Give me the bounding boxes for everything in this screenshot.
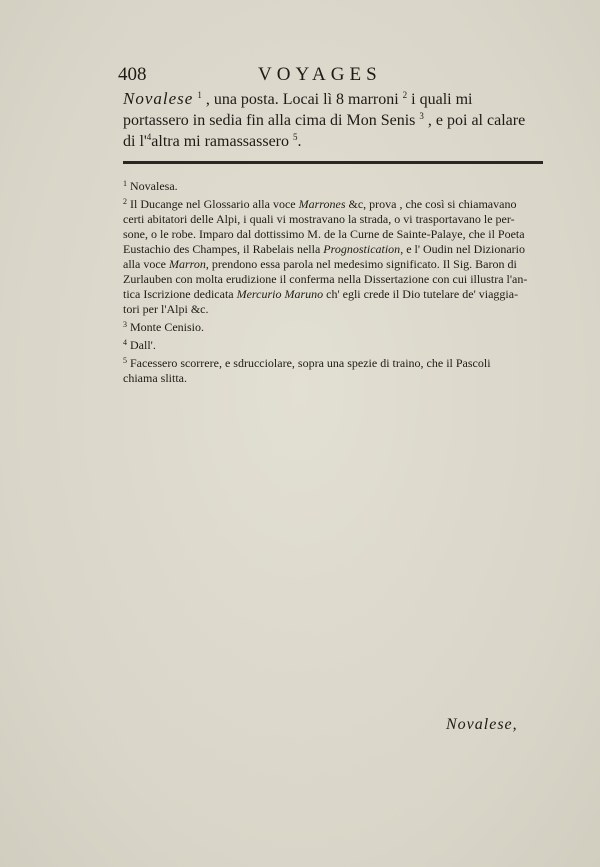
footnote-line	[123, 242, 543, 257]
footnote-text: , prendono essa parola nel medesimo significato. Il Sig. Baron di	[205, 257, 517, 271]
body-line-1	[123, 88, 543, 110]
footnote-text: ch' egli crede il Dio tutelare de' viaggia-	[323, 287, 519, 301]
footnote-line	[123, 194, 543, 212]
footnote-text: Facessero scorrere, e sdrucciolare, sopra una spezie di traino, che il Pascoli	[130, 356, 491, 370]
footnote-1	[123, 176, 543, 194]
footnote-text: Eustachio des Champes, il Rabelais nella	[123, 242, 324, 256]
footnote-ref-5: 5	[293, 132, 298, 142]
body-text-segment: , una posta. Locai lì 8 marroni	[205, 91, 399, 108]
footnote-ref-2: 2	[402, 90, 408, 100]
body-text-segment: di l'	[123, 133, 147, 150]
footnote-line	[123, 317, 543, 335]
footnote-5	[123, 353, 543, 386]
footnote-text: Dall'.	[130, 338, 156, 352]
footnote-line	[123, 353, 543, 371]
body-line-2	[123, 110, 543, 131]
footnote-ref-3: 3	[419, 111, 424, 121]
place-name: Novalese	[123, 89, 194, 108]
footnote-number: 4	[123, 338, 127, 347]
footnote-italic: Marrones	[298, 197, 346, 211]
footnote-number: 2	[123, 197, 127, 206]
page-header	[118, 64, 548, 88]
footnote-text: &c, prova , che così si chiamavano	[345, 197, 517, 211]
footnote-text: , e l' Oudin nel Dizionario	[400, 242, 525, 256]
footnote-line: Zurlauben con molta erudizione il conferma nella Dissertazione con cui illustra l'an-	[123, 272, 528, 286]
main-text	[123, 88, 543, 152]
footnote-2	[123, 194, 543, 317]
footnote-line: chiama slitta.	[123, 371, 187, 385]
footnote-number: 3	[123, 320, 127, 329]
catchword: Novalese,	[446, 716, 518, 733]
footnote-italic: Marron	[168, 257, 206, 271]
page-number: 408	[118, 64, 147, 85]
footnotes	[123, 176, 543, 386]
footnote-text: Novalesa.	[130, 179, 178, 193]
body-text-segment: altra mi ramassassero	[151, 133, 290, 150]
footnote-line	[123, 287, 543, 302]
footnote-ref-1: 1	[197, 90, 202, 100]
footnote-text: Monte Cenisio.	[130, 320, 204, 334]
footnote-line	[123, 176, 543, 194]
footnote-4	[123, 335, 543, 353]
footnote-number: 1	[123, 179, 127, 188]
footnote-line: tori per l'Alpi &c.	[123, 302, 209, 316]
footnote-line: certi abitatori delle Alpi, i quali vi mostravano la strada, o vi trasportavano le per-	[123, 212, 515, 226]
footnote-ref-4: 4	[146, 132, 152, 142]
footnote-italic: Mercurio Maruno	[236, 287, 324, 301]
footnote-3	[123, 317, 543, 335]
footnote-number: 5	[123, 356, 127, 365]
body-text-segment: i quali mi	[411, 91, 473, 108]
footnote-line	[123, 257, 543, 272]
footnote-text: Il Ducange nel Glossario alla voce	[130, 197, 299, 211]
footnote-line	[123, 335, 543, 353]
body-text-segment: , e poi al calare	[427, 112, 526, 129]
footnote-text: tica Iscrizione dedicata	[123, 287, 237, 301]
footnote-text: alla voce	[123, 257, 169, 271]
footnote-divider	[123, 161, 543, 164]
footnote-line: sone, o le robe. Imparo dal dottissimo M. de la Curne de Sainte-Palaye, che il Poeta	[123, 227, 525, 241]
footnote-italic: Prognostication	[323, 242, 401, 256]
running-head: VOYAGES	[258, 64, 382, 85]
body-line-3	[123, 131, 543, 152]
body-text-segment: .	[297, 133, 302, 150]
body-text-segment: portassero in sedia fin alla cima di Mon Senis	[123, 112, 416, 129]
